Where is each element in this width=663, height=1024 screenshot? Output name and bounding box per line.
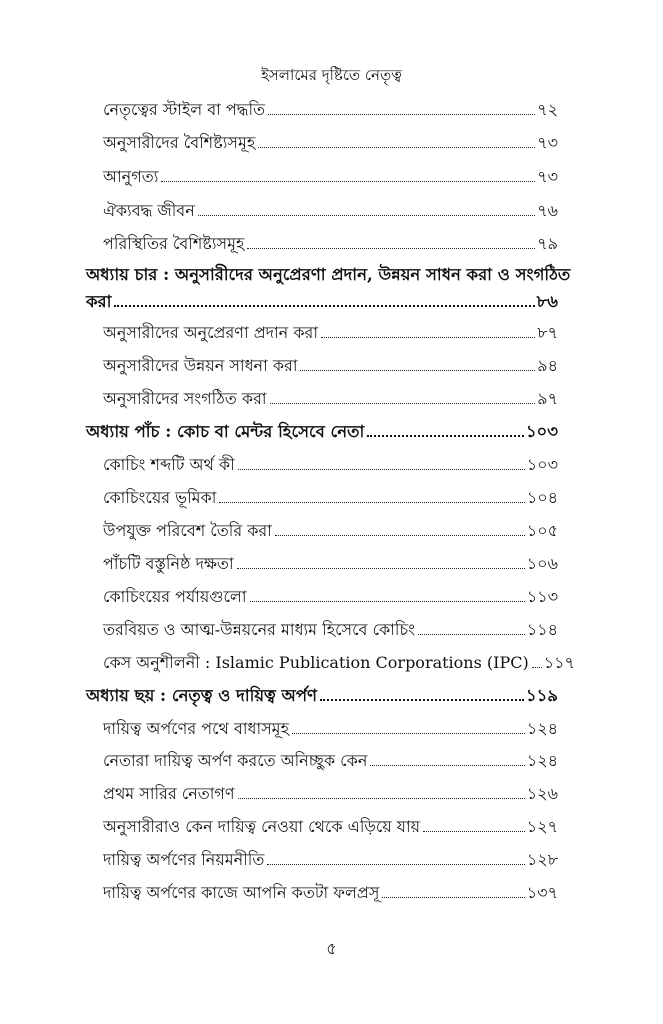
dot-leader <box>270 403 536 404</box>
toc-entry-page: ৭৩ <box>537 167 558 186</box>
toc-entry-title: অনুসারীদের অনুপ্রেরণা প্রদান করা <box>103 323 318 342</box>
toc-entry-page: ৯৪ <box>537 356 558 375</box>
toc-entry-title: নেতৃত্বের স্টাইল বা পদ্ধতি <box>103 100 266 119</box>
dot-leader <box>219 502 524 503</box>
running-head: ইসলামের দৃষ্টিতে নেতৃত্ব <box>261 66 402 84</box>
toc-entry <box>103 164 558 191</box>
toc-entry <box>103 231 558 258</box>
toc-entry-page: ৭২ <box>537 100 558 119</box>
toc-entry <box>103 716 558 743</box>
toc-entry-page: ১১৩ <box>526 587 558 606</box>
dot-leader <box>267 864 524 865</box>
toc-entry <box>103 814 558 841</box>
dot-leader <box>238 469 525 470</box>
toc-entry-page: ১০৬ <box>526 554 558 573</box>
toc-entry-title: কোচিং শব্দটি অর্থ কী <box>103 455 235 474</box>
toc-entry-title: অধ্যায় পাঁচ : কোচ বা মেন্টর হিসেবে নেতা <box>86 422 365 441</box>
toc-entry-title: উপযুক্ত পরিবেশ তৈরি করা <box>103 521 272 540</box>
toc-entry <box>103 650 575 677</box>
toc-entry-title: কোচিংয়ের ভূমিকা <box>103 488 217 507</box>
dot-leader <box>418 634 525 635</box>
page-number: ৫ <box>326 939 337 958</box>
toc-entry-title: আনুগত্য <box>103 167 159 186</box>
dot-leader <box>238 798 525 799</box>
toc-entry-title: দায়িত্ব অর্পণের পথে বাধাসমূহ <box>103 719 289 738</box>
dot-leader <box>382 897 524 898</box>
toc-entry-title: পরিস্থিতির বৈশিষ্ট্যসমূহ <box>103 234 245 253</box>
toc-entry-title: করা <box>86 292 112 311</box>
dot-leader <box>258 147 535 148</box>
toc-entry <box>103 584 558 611</box>
toc-entry <box>103 518 558 545</box>
dot-leader <box>198 215 535 216</box>
toc-entry-page: ১১৪ <box>526 620 558 639</box>
toc-entry <box>103 320 558 347</box>
toc-entry-page: ৭৬ <box>537 201 558 220</box>
dot-leader <box>292 733 525 734</box>
toc-chapter-entry <box>86 419 558 446</box>
toc-chapter-entry <box>86 683 558 710</box>
toc-entry-page: ৮৬ <box>536 292 558 311</box>
toc-entry-page: ১২৮ <box>526 850 558 869</box>
toc-entry <box>103 452 558 479</box>
toc-entry-page: ৭৩ <box>537 133 558 152</box>
toc-entry-title: কোচিংয়ের পর্যায়গুলো <box>103 587 247 606</box>
dot-leader <box>247 248 535 249</box>
toc-entry-page: ১২৪ <box>526 719 558 738</box>
toc-entry-title: অনুসারীদের উন্নয়ন সাধনা করা <box>103 356 298 375</box>
toc-entry-title: তরবিয়ত ও আত্ম-উন্নয়নের মাধ্যম হিসেবে কোচিং <box>103 620 415 639</box>
toc-entry-page: ১২৪ <box>526 751 558 770</box>
toc-chapter-entry <box>86 289 558 316</box>
toc-entry <box>103 97 558 124</box>
toc-entry <box>103 880 558 907</box>
toc-entry <box>103 386 558 413</box>
chapter-heading-line-1: অধ্যায় চার : অনুসারীদের অনুপ্রেরণা প্রদান, উন্নয়ন সাধন করা ও সংগঠিত <box>86 265 571 284</box>
toc-entry <box>103 847 558 874</box>
toc-entry <box>103 551 558 578</box>
toc-entry-title: ঐক্যবদ্ধ জীবন <box>103 201 195 220</box>
dot-leader <box>321 337 535 338</box>
toc-entry-page: ১৩৭ <box>526 883 558 902</box>
toc-entry-title: পাঁচটি বস্তুনিষ্ঠ দক্ষতা <box>103 554 234 573</box>
dot-leader <box>423 831 525 832</box>
dot-leader <box>161 181 535 182</box>
toc-entry-title: অনুসারীদের বৈশিষ্ট্যসমূহ <box>103 133 256 152</box>
toc-entry-page: ১২৭ <box>526 817 558 836</box>
dot-leader <box>268 114 535 115</box>
toc-entry-title: অনুসারীরাও কেন দায়িত্ব নেওয়া থেকে এড়িয়ে যায় <box>103 817 421 836</box>
toc-entry-page: ১১৭ <box>543 653 575 672</box>
toc-entry-page: ৯৭ <box>537 389 558 408</box>
toc-entry-title: নেতারা দায়িত্ব অর্পণ করতে অনিচ্ছুক কেন <box>103 751 368 770</box>
toc-entry-page: ১২৬ <box>526 784 558 803</box>
dot-leader <box>320 699 524 701</box>
toc-entry <box>103 781 558 808</box>
toc-entry-title: কেস অনুশীলনী : Islamic Publication Corporations (IPC) <box>103 653 529 672</box>
dot-leader <box>370 765 524 766</box>
toc-entry-title: অধ্যায় ছয় : নেতৃত্ব ও দায়িত্ব অর্পণ <box>86 686 318 705</box>
toc-entry <box>103 617 558 644</box>
toc-entry <box>103 748 558 775</box>
toc-entry-title: প্রথম সারির নেতাগণ <box>103 784 235 803</box>
dot-leader <box>250 601 525 602</box>
toc-entry-page: ১০৫ <box>526 521 558 540</box>
toc-entry-page: ১০৪ <box>526 488 558 507</box>
toc-entry-title: দায়িত্ব অর্পণের নিয়মনীতি <box>103 850 265 869</box>
toc-entry <box>103 198 558 225</box>
dot-leader <box>532 667 542 668</box>
dot-leader <box>367 435 524 437</box>
toc-entry-title: দায়িত্ব অর্পণের কাজে আপনি কতটা ফলপ্রসূ <box>103 883 380 902</box>
toc-entry <box>103 130 558 157</box>
toc-entry-page: ১০৩ <box>526 455 558 474</box>
dot-leader <box>237 568 525 569</box>
toc-entry <box>103 353 558 380</box>
dot-leader <box>300 370 535 371</box>
toc-entry <box>103 485 558 512</box>
toc-entry-title: অনুসারীদের সংগঠিত করা <box>103 389 267 408</box>
toc-entry-page: ১০৩ <box>525 422 558 441</box>
toc-entry-page: ৮৭ <box>537 323 558 342</box>
dot-leader <box>114 305 534 307</box>
toc-entry-page: ৭৯ <box>537 234 558 253</box>
dot-leader <box>275 535 525 536</box>
toc-entry-page: ১১৯ <box>525 686 558 705</box>
